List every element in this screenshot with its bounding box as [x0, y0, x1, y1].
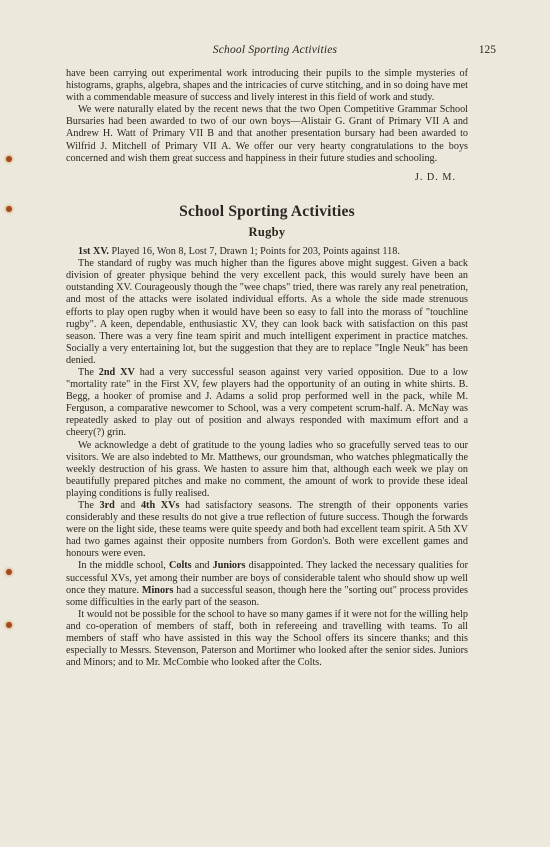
team-label-juniors: Juniors	[212, 560, 246, 572]
text-run: had a successful season, though here the "sorting out" process provides some difficulties in the early part of the season.	[66, 584, 468, 608]
rugby-paragraph-3	[66, 367, 468, 440]
text-run: The	[78, 366, 99, 378]
text-run: In the middle school,	[78, 560, 169, 572]
team-label-2nd-xv: 2nd XV	[98, 366, 135, 378]
rugby-paragraph-5	[66, 500, 468, 560]
text-run: The	[78, 500, 100, 511]
first-xv-record: Played 16, Won 8, Lost 7, Drawn 1; Points for 203, Points against 118.	[108, 246, 400, 258]
team-label-4th-xvs: 4th XVs	[140, 500, 180, 511]
margin-bullet-4	[6, 622, 12, 628]
section-title: School Sporting Activities	[179, 202, 355, 220]
margin-bullet-1	[6, 156, 12, 162]
team-label-1st-xv: 1st XV.	[78, 246, 109, 258]
margin-bullet-2	[6, 206, 12, 212]
author-initials: J. D. M.	[414, 171, 456, 183]
rugby-paragraph-7: It would not be possible for the school to have so many games if it were not for the willing help and co-operation of members of staff, both in refereeing and travelling with teams. To all members of staff who have assisted in this way the School offers its sincere thanks; and this especially to Messrs. Stevenson, Paterson and Mortimer who looked after the senior sides. Juniors and Minors; and to Mr. McCombie who looked after the Colts.	[66, 608, 468, 669]
text-run: disappointed. They lacked the necessary qualities for successful XVs, yet among their number are boys of considerable talent who should show up well once they mature.	[66, 560, 468, 596]
text-run: and	[191, 560, 213, 572]
section-subtitle: Rugby	[248, 224, 286, 239]
page-number: 125	[478, 44, 496, 56]
rugby-paragraph-4: We acknowledge a debt of gratitude to the young ladies who so gracefully served teas to our visitors. We are also indebted to Mr. Matthews, our groundsman, who watches phlegmatically the weekly destruction of his grass. We hasten to assure him that, although each week we play on beautifully prepared pitches and make no comment, the amount of work to provide these ideal playing conditions is fully realised.	[66, 439, 468, 499]
intro-paragraph-2: We were naturally elated by the recent news that the two Open Competitive Grammar School Bursaries had been awarded to two of our own boys—Alistair G. Grant of Primary VII A and Andrew H. Watt of Primary VII B and that another presentation bursary had been awarded to Wilfrid J. Mitchell of Primary VII A. We offer our very hearty congratulations to the boys concerned and wish them great success and happiness in their future studies and schooling.	[66, 104, 468, 164]
team-label-minors: Minors	[141, 584, 174, 596]
team-label-3rd: 3rd	[99, 500, 115, 511]
text-run: had a very successful season against very varied opposition. Due to a low "mortality rate" in the First XV, few players had the opportunity of an outing in white shirts. B. Begg, a hooker of promise and J. Adams a solid prop performed well in the pack, while M. Ferguson, a comparative newcomer to School, was a very competent scrum-half. A. McNay was repeatedly asked to play out of position and always responded with maximum effort and a cheery(?) grin.	[66, 366, 469, 439]
running-head	[0, 44, 550, 58]
rugby-paragraph-2: The standard of rugby was much higher than the figures above might suggest. Given a back division of greater physique behind the very excellent pack, this would surely have been an outstanding XV. Courageously though the "wee chaps" tried, there was rarely any real penetration, and most of the attacks were isolated individual efforts. As a whole the side made strenuous efforts to play open rugby when it would have been so easy to fall into the morass of "touchline rugby". A keen, dependable, enthusiastic XV, they can look back with satisfaction on this past season. There was a very fine team spirit and much intelligent experiment in practice matches. Socially a very entertaining lot, but the suggestion that they are to replace "Ingle Neuk" has been denied.	[66, 258, 468, 366]
team-label-colts: Colts	[169, 560, 192, 572]
rugby-paragraph-1	[66, 246, 468, 258]
rugby-paragraph-6	[66, 560, 468, 608]
margin-bullet-3	[6, 569, 12, 575]
intro-paragraph-1: have been carrying out experimental work introducing their pupils to the simple mysteries of histograms, graphs, algebra, shapes and the intricacies of curve stitching, and in so doing have met with a commendable measure of success and lively interest in this field of work and study.	[66, 68, 469, 104]
running-title: School Sporting Activities	[212, 44, 338, 56]
text-run: had satisfactory seasons. The strength of their opponents varies considerably and these results do not give a true reflection of future success. Though the forwards were on the light side, these teams were quite speedy and both had excellent team spirit. A 5th XV had two games against their opposite numbers from Gordon's. Both were excellent games and honours were even.	[66, 500, 468, 560]
text-column	[66, 68, 468, 669]
text-run: and	[114, 500, 141, 511]
